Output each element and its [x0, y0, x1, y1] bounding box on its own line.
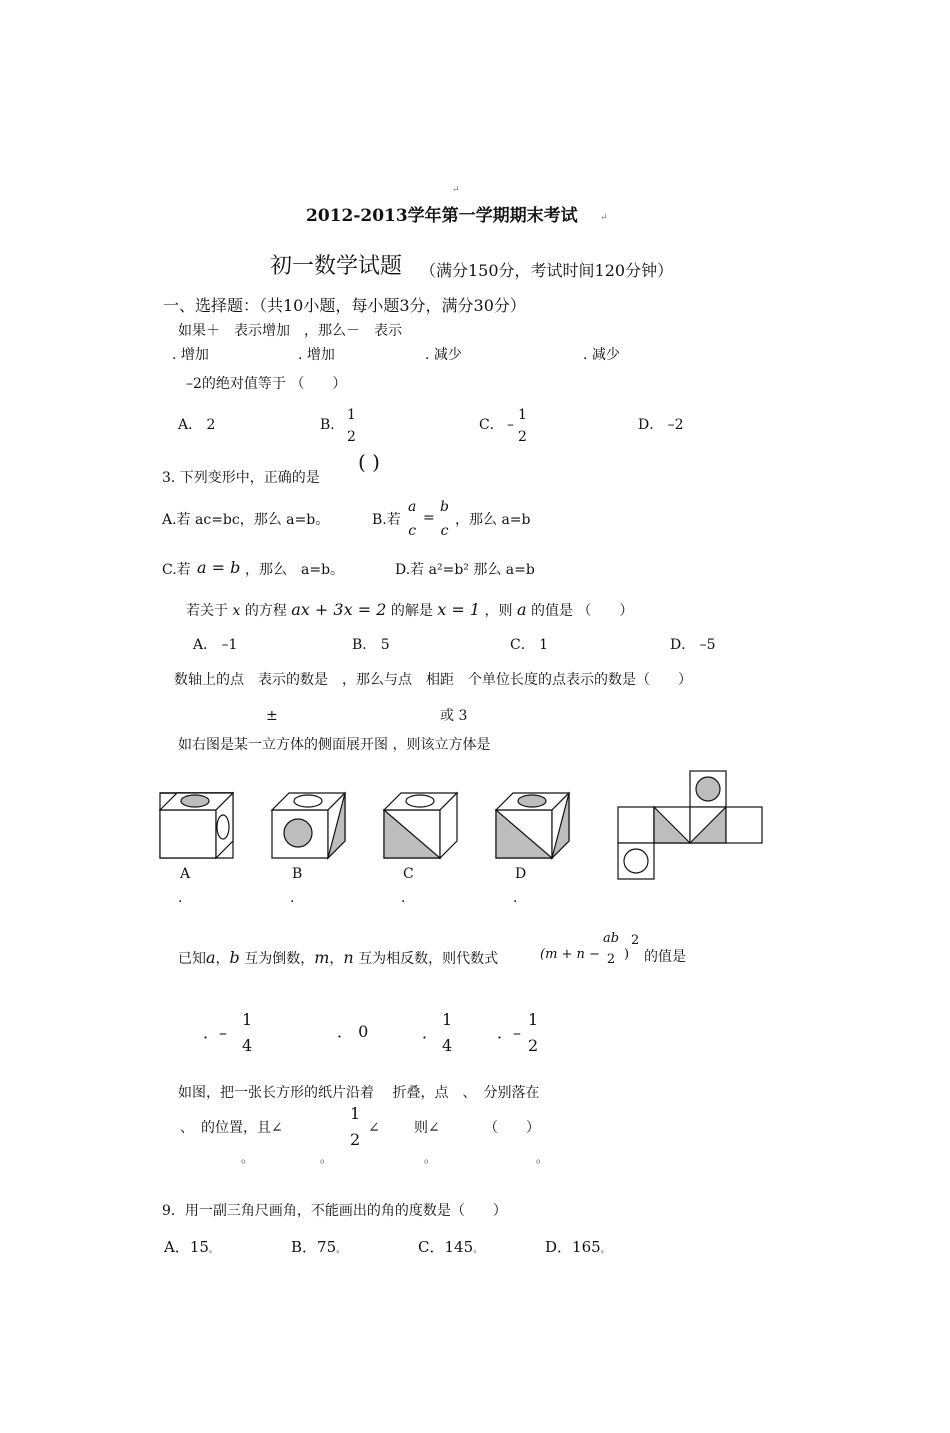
q7-stem-pre: 已知 [178, 951, 206, 967]
q9-option-a [164, 1240, 218, 1255]
q8-stem: 如图，把一张长方形的纸片沿着 折叠，点 、 分别落在 [178, 1085, 540, 1101]
q3-option-b-post: ，那么 a=b [455, 512, 531, 528]
q3-option-c-pre: C.若 [162, 562, 191, 578]
q6-stem: 如右图是某一立方体的侧面展开图 ，则该立方体是 [178, 737, 491, 753]
denominator: 2 [606, 952, 616, 967]
q5-stem: 数轴上的点 表示的数是 ，那么与点 相距 个单位长度的点表示的数是（ ） [174, 672, 692, 688]
q4-var-x: x [232, 603, 241, 619]
q1-option-c: . 减少 [425, 347, 462, 363]
cube-c [384, 793, 457, 858]
q6-label-b: B [292, 866, 303, 882]
cube-figures [150, 765, 780, 890]
q6-label-d: D [515, 866, 527, 882]
section-heading: 一、选择题：（共10小题，每小题3分，满分30分） [163, 296, 526, 315]
q7-mid2: 互为相反数，则代数式 [358, 951, 499, 967]
q4-solution: x = 1 [437, 600, 481, 619]
q1-option-b: . 增加 [298, 347, 335, 363]
cube-a [160, 793, 233, 858]
exam-title: 2012-2013学年第一学期期末考试 [306, 206, 578, 226]
q3-paren: ( ) [358, 450, 380, 474]
numerator: 1 [350, 1104, 361, 1123]
q7-mid: 互为倒数， [244, 951, 315, 967]
cube-d [496, 793, 569, 858]
denominator: c [408, 523, 417, 539]
q4-option-a: A． –1 [193, 637, 238, 653]
q1-option-d: . 减少 [583, 347, 620, 363]
numerator: 1 [347, 407, 356, 423]
q7-option-a-fraction [242, 1012, 252, 1054]
denominator: 2 [518, 429, 527, 445]
cube-net [618, 771, 762, 879]
q9-option-b-text: B．75 [291, 1238, 337, 1256]
q7-expr-fraction [603, 932, 619, 966]
q9-option-d-text: D．165 [545, 1238, 601, 1256]
q3-option-b-pre: B.若 [372, 512, 401, 528]
denominator: 2 [528, 1036, 539, 1055]
q9-stem: 9．用一副三角尺画角，不能画出的角的度数是（ ） [162, 1203, 507, 1219]
q8-deg-d: 。 [536, 1151, 549, 1165]
cube-b [272, 793, 345, 858]
q7-post: 的值是 [644, 949, 686, 965]
q4-stem-post: 的值是 （ ） [530, 603, 634, 619]
q9-option-b [291, 1240, 345, 1255]
degree-sign: 。 [600, 1245, 610, 1255]
q3-b-fraction-2 [440, 500, 449, 538]
q5-option-1: ± [266, 708, 278, 724]
q4-equation: ax + 3x = 2 [291, 600, 387, 619]
q2-option-c: C． [479, 417, 504, 433]
q6-dot-c: . [401, 890, 406, 906]
q3-stem: 3. 下列变形中，正确的是 [162, 470, 320, 486]
score-note: （满分150分，考试时间120分钟） [420, 261, 674, 280]
q3-option-d: D.若 a²=b² 那么 a=b [395, 562, 535, 578]
q9-option-a-text: A．15 [164, 1238, 209, 1256]
q6-dot-a: . [178, 890, 183, 906]
q2-option-b: B． [320, 417, 345, 433]
q2-stem: –2的绝对值等于 （ ） [186, 376, 347, 392]
numerator: 1 [242, 1010, 253, 1029]
q8-line2-b: ∠ [368, 1120, 380, 1136]
q2-c-sign: – [507, 417, 514, 433]
denominator: 2 [350, 1130, 361, 1149]
denominator: 2 [347, 429, 356, 445]
numerator: 1 [442, 1010, 453, 1029]
q4-var-a: a [516, 600, 527, 619]
q2-c-fraction [518, 408, 527, 444]
numerator: 1 [528, 1010, 539, 1029]
q9-option-d [545, 1240, 610, 1255]
q2-option-d: D． –2 [638, 417, 684, 433]
q6-dot-d: . [513, 890, 518, 906]
denominator: 4 [442, 1036, 453, 1055]
q8-deg-a: 。 [241, 1151, 254, 1165]
q4-stem-mid3: ，则 [484, 603, 513, 619]
q1-option-a: . 增加 [172, 347, 209, 363]
q3-b-eq: = [423, 510, 435, 526]
q4-stem-mid: 的方程 [244, 603, 287, 619]
q4-option-d: D． –5 [670, 637, 716, 653]
q7-option-b: ． 0 [337, 1022, 369, 1041]
q7-option-d-fraction [528, 1012, 538, 1054]
q4-stem [186, 602, 633, 618]
q4-option-c: C． 1 [510, 637, 549, 653]
q8-deg-c: 。 [424, 1151, 437, 1165]
q3-option-c-post: ，那么 a=b。 [245, 562, 345, 578]
q7-expr-close: ) [624, 947, 630, 962]
degree-sign: 。 [336, 1245, 346, 1255]
numerator: ab [603, 931, 620, 946]
denominator: 4 [242, 1036, 253, 1055]
denominator: c [440, 523, 449, 539]
numerator: 1 [518, 407, 527, 423]
q7-comma: ， [215, 951, 230, 967]
q9-option-c-text: C．145 [418, 1238, 474, 1256]
q7-var-m: m [314, 948, 330, 967]
return-mark: ↵ [600, 213, 608, 223]
q6-label-a: A [180, 866, 191, 882]
q7-comma2: ， [329, 951, 344, 967]
q3-option-c-expr: a = b [197, 558, 241, 577]
q7-var-b: b [229, 948, 240, 967]
q7-expr-power: 2 [631, 933, 640, 948]
q4-stem-mid2: 的解是 [390, 603, 433, 619]
q3-option-a: A.若 ac=bc，那么 a=b。 [162, 512, 330, 528]
q7-option-c-sign: ． [422, 1023, 439, 1042]
q7-stem [178, 950, 498, 966]
q8-line2-a: 、 的位置，且∠ [180, 1120, 283, 1136]
q6-label-c: C [403, 866, 414, 882]
q4-stem-pre: 若关于 [186, 603, 228, 619]
q6-dot-b: . [290, 890, 295, 906]
numerator: a [408, 499, 417, 515]
subject-title: 初一数学试题 [270, 254, 403, 279]
q7-var-n: n [343, 948, 354, 967]
q4-option-b: B． 5 [352, 637, 390, 653]
q7-var-a: a [206, 948, 216, 967]
q2-option-a: A． 2 [178, 417, 216, 433]
q2-b-fraction [347, 408, 356, 444]
q7-option-a-sign: ．– [203, 1023, 228, 1042]
q5-option-2: 或 ⁡3 [440, 708, 468, 724]
q8-line2-c: 则∠ [414, 1120, 440, 1136]
q8-fraction [350, 1106, 360, 1148]
degree-sign: 。 [473, 1245, 483, 1255]
q9-option-c [418, 1240, 482, 1255]
q8-deg-b: 。 [320, 1151, 333, 1165]
q7-expr-open: (m + n − [540, 947, 600, 962]
q8-line2-d: （ ） [484, 1120, 540, 1136]
q1-stem: 如果＋ 表示增加 ，那么－ 表示 [178, 323, 402, 339]
q7-option-c-fraction [442, 1012, 452, 1054]
q7-option-d-sign: ．– [497, 1023, 522, 1042]
return-mark: ↵ [452, 185, 460, 195]
numerator: b [440, 499, 449, 515]
degree-sign: 。 [208, 1245, 218, 1255]
q3-b-fraction-1 [408, 500, 416, 538]
